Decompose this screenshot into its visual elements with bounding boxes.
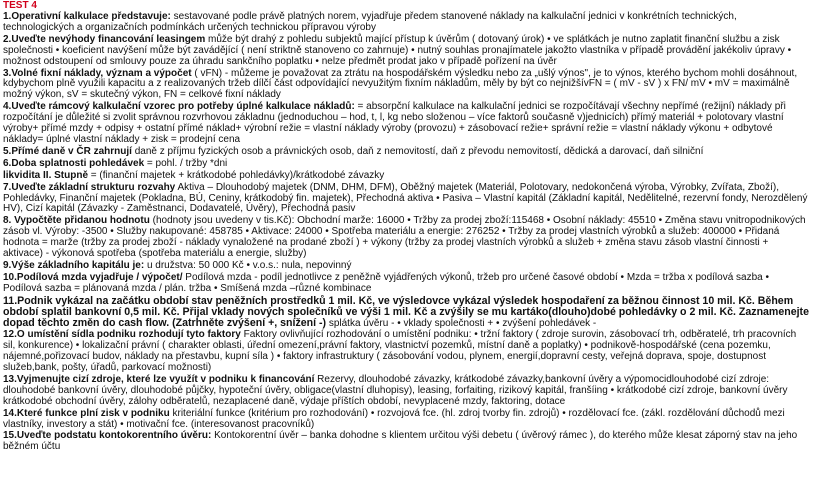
question-heading: 14.Které funkce plní zisk v podniku	[3, 407, 170, 419]
answer-text: Kontokorentní úvěr – banka dohodne s klientem určitou výši debetu ( úvěrový rámec ), do kterého může klesat záporný stav na jeho běžném účtu	[3, 430, 798, 453]
question-item	[3, 12, 810, 34]
answer-text: kriteriální funkce (kritérium pro rozhodování) • rozvojová fce. (hl. zdroj tvorby fin. zdrojů) • rozdělovací fce. (zákl. rozdělování důchodů mezi vlastníky, investory a stát) • motivační fce. (interesovanost pracovníků)	[3, 407, 785, 430]
question-heading: 9.Výše základního kapitálu je:	[3, 259, 145, 271]
question-heading: 15.Uveďte podstatu kontokorentního úvěru:	[3, 430, 212, 442]
answer-text: daně z příjmu fyzických osob a právnických osob, daň z nemovitostí, daň z převodu nemovitostí, dědická a darovací, daň silniční	[131, 145, 704, 157]
question-item	[3, 330, 810, 374]
answer-text: Aktiva – Dlouhodobý majetek (DNM, DHM, DFM), Oběžný majetek (Materiál, Polotovary, nedokončená výroba, Výrobky, Zvířata, Zboží), Pohledávky, Finanční majetek (Pokladna, BÚ, Ceniny, krátkodobý fin. majetek), Přechodná aktiva • Pasiva – Vlastní kapitál (Základní kapitál, Nedělitelné, rezervní fondy, Nerozdělený HV), Cizí kapitál (Závazky - Zaměstnanci, Dodavatelé, Úvěry), Přechodná pasiv	[3, 181, 808, 215]
answer-text: = pohl. / tržby *dni	[144, 157, 228, 169]
question-heading: 2.Uveďte nevýhody financování leasingem	[3, 33, 206, 45]
question-heading: 6.Doba splatnosti pohledávek	[3, 157, 145, 169]
answer-text: = absorpční kalkulace na kalkulační jednici se rozpočítávají všechny nepřímé (režijní) náklady při rozpočítání je důležité si zvolit správnou rozvrhovou základnu (jednoduchou – hod, t, l, kg nebo složenou – více faktorů současně v)jednicích) přímý materiál + polotovary vlastní výroby+ přímé mzdy + odpisy + ostatní přímé náklad+ výrobní režie = vlastní náklady výroby (provozu) + zásobovací režie+ správní režie = vlastní náklady výkonu + odbytové náklady= úplné vlastní náklady + zisk = prodejní cena	[3, 101, 786, 145]
question-heading: 4.Uveďte rámcový kalkulační vzorec pro potřeby úplné kalkulace nákladů:	[3, 101, 355, 113]
question-item	[3, 375, 810, 408]
document-title: TEST 4	[3, 0, 37, 11]
question-item	[3, 69, 810, 102]
question-item	[3, 261, 810, 272]
question-heading: 13.Vyjmenujte cizí zdroje, které lze využít v podniku k financování	[3, 373, 315, 385]
question-heading: 7.Uveďte základní strukturu rozvahy	[3, 181, 176, 193]
question-heading: 10.Podílová mzda vyjadřuje / výpočet/	[3, 271, 183, 283]
answer-text: může být drahý z pohledu subjektů mající přístup k úvěrům ( dotovaný úrok) • ve splátkách je nutno zaplatit finanční službu a zisk společnosti • koeficient navýšení může být zavádějící ( není striktně stanoveno co zahrnuje) • nutný souhlas pronajímatele jakožto vlastníka v případě provádění jakékoliv úpravy • možnost odstoupení od smlouvy pouze za úhradu sankčního poplatku • nelze předmět prodat jako v případě pořízení na úvěr	[3, 33, 792, 67]
answer-text: Podílová mzda - podíl jednotlivce z peněžně vyjádřených výkonů, tržeb pro určené časové období • Mzda = tržba x podílová sazba • Podílová sazba = plánovaná mzda / plán. tržba • Smíšená mzda –různé kombinace	[3, 271, 770, 294]
answer-text: Rezervy, dlouhodobé závazky, krátkodobé závazky,bankovní úvěry a výpomocidlouhodobé cizí zdroje: dlouhodobé bankovní úvěry, dlouhodobé půjčky, hypoteční úvěry, obligace(vlastní dluhopisy), leasing, forfaiting, rizikový kapitál, franšíing • krátkodobé cizí zdroje, bankovní úvěry krátkodobé obchodní úvěry, zálohy odběratelů, nezaplacené daně, výdaje příštích období, nevyplacené mzdy, faktoring, dotace	[3, 373, 788, 407]
answer-text: (hodnoty jsou uvedeny v tis.Kč): Obchodní marže: 16000 • Tržby za prodej zboží:115468 • Osobní náklady: 45510 • Změna stavu vnitropodnikových zásob vl. Výroby: -3500 • Služby nakupované: 458785 • Aktivace: 24000 • Spotřeba materiálu a energie: 276252 • Tržby za prodej vlastních výrobků a služeb: 400000 • Přidaná hodnota = marže (tržby za prodej zboží - náklady vynaložené na prodané zboží ) + výkony (tržby za prodej vlastních výrobků a služeb + změna stavu zásob vlastní činnosti + aktivace) - výkonová spotřeba (spotřeba materiálu a energie, služby)	[3, 215, 806, 260]
question-heading: 1.Operativní kalkulace představuje:	[3, 11, 171, 22]
question-heading: likvidita II. Stupně	[3, 169, 89, 181]
question-heading: 8. Vypočtěte přidanou hodnotu	[3, 215, 150, 227]
answer-text: Faktory ovlivňující rozhodování o umístění podniku: • tržní faktory ( zdroje surovin, zásobovací trh, odběratelé, trh pracovních sil, konkurence) • lokalizační právní ( charakter oblasti, úřední omezení,právní faktory, vlastnictví pozemků, místní daně a poplatky) • podnikově-hospodářské (cena pozemku, nájemné,pořizovací budov, náklady na přestavbu, kupní síla ) • faktory infrastruktury ( zásobování vodou, plynem, energií,dopravní cesty, veřejná doprava, spoje, dostupnost služeb,bank, pošty, úřadů, parkovací možnosti)	[3, 329, 797, 373]
question-item	[3, 273, 810, 295]
question-list	[3, 12, 810, 453]
question-item	[3, 159, 810, 170]
question-item	[3, 409, 810, 431]
question-heading: 12.O umístění sídla podniku rozhodují tyto faktory	[3, 329, 241, 341]
answer-text: = (finanční majetek + krátkodobé pohledávky)/krátkodobé závazky	[88, 169, 385, 181]
question-item	[3, 102, 810, 146]
question-item	[3, 431, 810, 453]
question-heading: 11.Podnik vykázal na začátku období stav peněžních prostředků 1 mil. Kč, ve výsledovce vykázal výsledek hospodaření za běžnou činnost 10 mil. Kč. Během období splatil bankovní 0,5 mil. Kč. Přijal vklady nových společníků ve výši 1 mil. Kč a zvýšily se mu kartáko(dlouho)dobé pohledávky o 2 mil. Kč. Zaznamenejte dopad těchto změn do cash flow. (Zatrhněte zvýšení +, snížení -)	[3, 294, 809, 330]
question-item	[3, 183, 810, 216]
answer-text: u družstva: 50 000 Kč • v.o.s.: nula, nepovinný	[144, 259, 352, 271]
answer-text: splátka úvěru - • vklady společnosti + • zvýšení pohledávek -	[326, 318, 597, 330]
question-heading: 5.Přímé daně v ČR zahrnují	[3, 145, 132, 157]
answer-text: ( vFN) - můžeme je považovat za ztrátu na hospodářském výsledku nebo za „ušlý výnos", je to výnos, kterého bychom mohli dosáhnout, kdybychom plně využili kapacitu a z realizovaných tržeb dílčí část odpovídající nevyužitým fixním nákladům, měly by být co nejnižšívFN = ( mV - sV ) x FN/ mV • mV = maximálně možný výkon, sV = skutečný výkon, FN = celkové fixní náklady	[3, 67, 798, 101]
question-item	[3, 216, 810, 260]
question-item	[3, 35, 810, 68]
question-item	[3, 296, 810, 330]
question-item	[3, 147, 810, 158]
question-item	[3, 171, 810, 182]
answer-text: sestavované podle právě platných norem, vyjadřuje předem stanovené náklady na kalkulační jednici v konkrétních technických, technologických a organizačních podmínkách určených technickou přípravou výroby	[3, 11, 737, 33]
question-heading: 3.Volné fixní náklady, význam a výpočet	[3, 67, 192, 79]
